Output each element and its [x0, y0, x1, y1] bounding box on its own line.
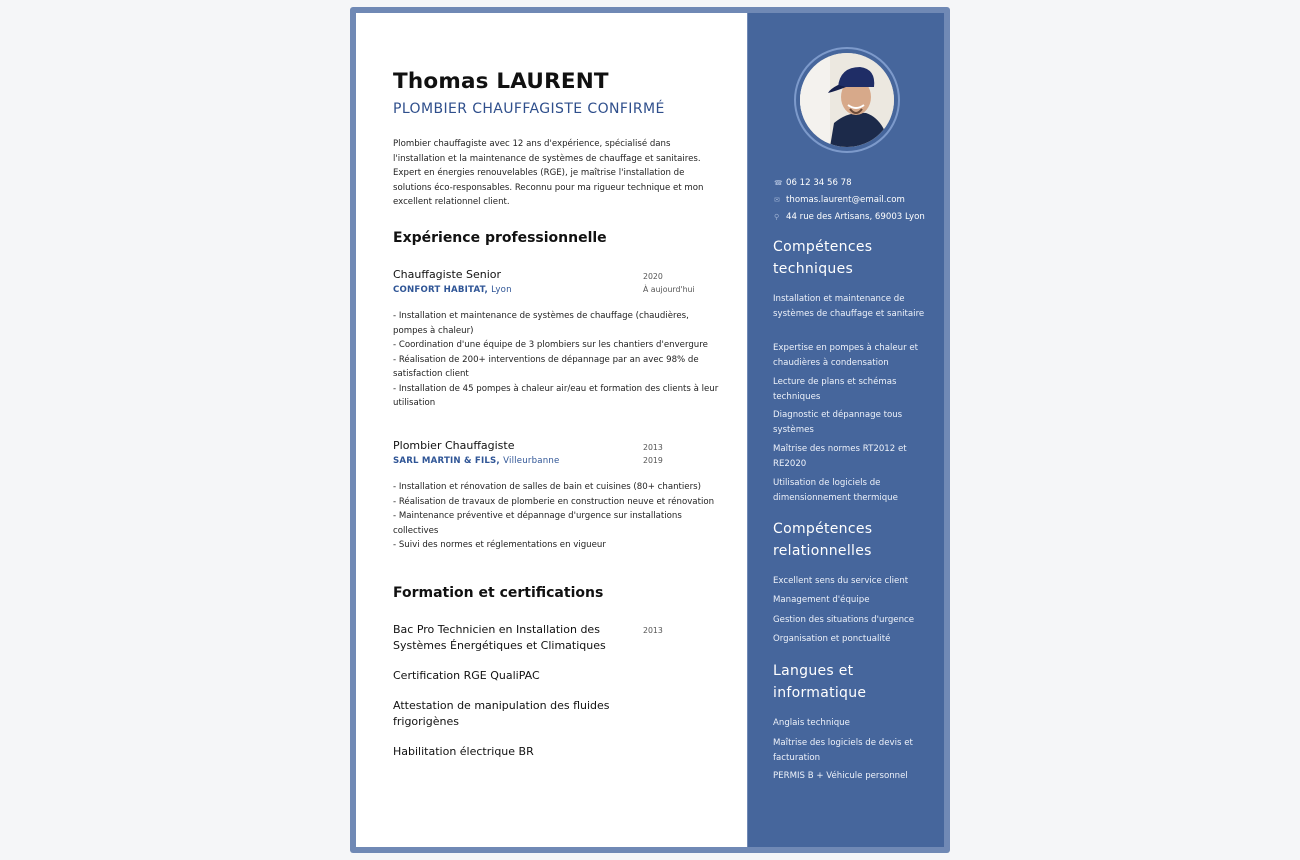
company-location: Lyon — [491, 285, 512, 295]
soft-skill-item: Management d'équipe — [773, 595, 870, 605]
date-start: 2020 — [643, 272, 663, 281]
soft-skill-item: Gestion des situations d'urgence — [773, 615, 915, 625]
contact-email — [774, 195, 905, 205]
soft-skills-heading: Compétences relationnelles — [773, 521, 873, 559]
candidate-name: Thomas LAURENT — [393, 69, 609, 94]
profile-photo-ring — [794, 47, 900, 153]
profile-photo — [800, 53, 894, 147]
job-dates — [643, 270, 695, 296]
job-dates — [643, 441, 663, 467]
language-item: Anglais technique — [773, 718, 850, 728]
experience-heading: Expérience professionnelle — [393, 230, 607, 246]
phone-text: 06 12 34 56 78 — [786, 178, 852, 188]
candidate-job-title: PLOMBIER CHAUFFAGISTE CONFIRMÉ — [393, 101, 665, 117]
job-bullet: - Installation de 45 pompes à chaleur air/eau et formation des clients à leur utilisation — [393, 383, 719, 408]
contact-phone — [774, 178, 852, 188]
resume-main-column — [356, 13, 747, 847]
phone-icon: ☎ — [774, 179, 783, 187]
languages-heading: Langues et informatique — [773, 663, 867, 701]
date-start: 2013 — [643, 443, 663, 452]
tech-skill-item: Lecture de plans et schémas techniques — [773, 377, 897, 402]
job-bullet: - Installation et rénovation de salles de bain et cuisines (80+ chantiers) — [393, 482, 701, 492]
job-entry — [393, 439, 723, 553]
resume-sidebar — [748, 13, 944, 847]
job-bullets — [393, 309, 723, 411]
tech-skill-item: Utilisation de logiciels de dimensionnement thermique — [773, 478, 898, 503]
person-photo-icon — [800, 53, 894, 147]
profile-summary: Plombier chauffagiste avec 12 ans d'expérience, spécialisé dans l'installation et la maintenance de systèmes de chauffage et sanitaires. Expert en énergies renouvelables (RGE), je maîtrise l'installation de solutions éco-responsables. Reconnu pour ma rigueur technique et mon excellent relationnel client. — [393, 139, 704, 207]
company-location: Villeurbanne — [503, 456, 560, 466]
date-end: À aujourd'hui — [643, 285, 695, 294]
company-name: SARL MARTIN & FILS, — [393, 456, 500, 466]
address-text: 44 rue des Artisans, 69003 Lyon — [786, 212, 925, 222]
email-text: thomas.laurent@email.com — [786, 195, 905, 205]
job-bullet: - Maintenance préventive et dépannage d'urgence sur installations collectives — [393, 511, 682, 536]
job-company — [393, 456, 723, 466]
soft-skill-item: Excellent sens du service client — [773, 576, 909, 586]
contact-address — [774, 212, 925, 222]
job-bullet: - Réalisation de travaux de plomberie en construction neuve et rénovation — [393, 496, 715, 507]
education-heading: Formation et certifications — [393, 585, 604, 601]
job-title: Chauffagiste Senior — [393, 268, 502, 281]
education-date: 2013 — [643, 626, 663, 635]
date-end: 2019 — [643, 456, 663, 465]
education-item: Attestation de manipulation des fluides frigorigènes — [393, 699, 610, 728]
language-item: Maîtrise des logiciels de devis et facturation — [773, 738, 913, 763]
job-bullet: - Installation et maintenance de systèmes de chauffage (chaudières, pompes à chaleur) — [393, 311, 689, 336]
tech-skill-item: Maîtrise des normes RT2012 et RE2020 — [773, 444, 907, 469]
location-pin-icon: ⚲ — [774, 213, 780, 221]
education-item: Certification RGE QualiPAC — [393, 669, 540, 682]
job-bullets — [393, 480, 723, 553]
tech-skill-item: Installation et maintenance de systèmes de chauffage et sanitaire — [773, 294, 925, 319]
job-bullet: - Suivi des normes et réglementations en vigueur — [393, 540, 606, 550]
soft-skill-item: Organisation et ponctualité — [773, 634, 891, 644]
job-title: Plombier Chauffagiste — [393, 439, 515, 452]
tech-skills-heading: Compétences techniques — [773, 239, 873, 277]
tech-skill-item: Expertise en pompes à chaleur et chaudières à condensation — [773, 343, 919, 368]
tech-skill-item: Diagnostic et dépannage tous systèmes — [773, 410, 903, 435]
education-item: Bac Pro Technicien en Installation des Systèmes Énergétiques et Climatiques — [393, 623, 606, 652]
language-item: PERMIS B + Véhicule personnel — [773, 771, 908, 781]
job-bullet: - Coordination d'une équipe de 3 plombiers sur les chantiers d'envergure — [393, 340, 708, 350]
email-icon: ✉ — [774, 196, 780, 204]
job-bullet: - Réalisation de 200+ interventions de dépannage par an avec 98% de satisfaction client — [393, 354, 699, 379]
job-entry — [393, 268, 723, 411]
education-item: Habilitation électrique BR — [393, 745, 534, 758]
company-name: CONFORT HABITAT, — [393, 285, 488, 295]
